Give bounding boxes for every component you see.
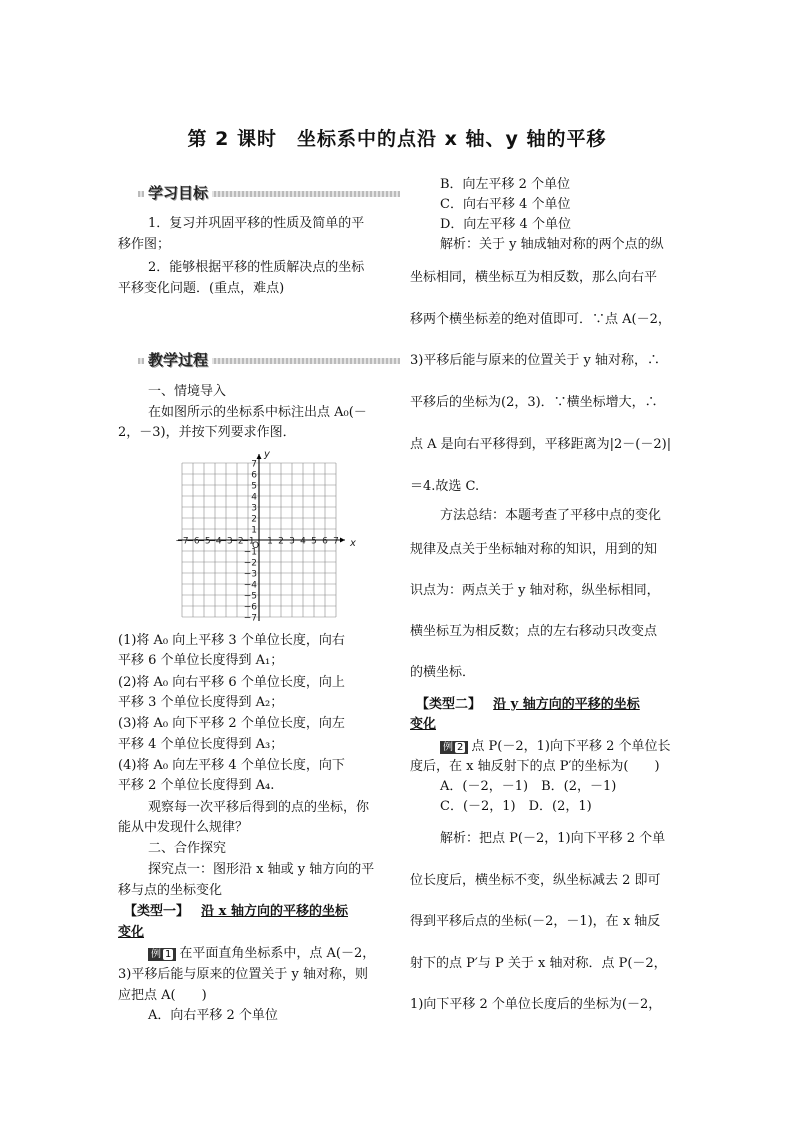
y-tick-label: −6 [243, 602, 257, 613]
page-title: 第 2 课时 坐标系中的点沿 x 轴、y 轴的平移 [187, 128, 607, 150]
solution-line: 坐标相同，横坐标互为相反数，那么向右平 [410, 270, 658, 285]
y-tick-label: −2 [243, 558, 257, 569]
type1-title: 沿 x 轴方向的平移的坐标 [201, 904, 348, 919]
option-d: D．向左平移 4 个单位 [440, 217, 571, 232]
text-line: 移与点的坐标变化 [118, 883, 223, 898]
example2-options: C．(－2，1) D．(2，1) [440, 799, 592, 814]
task-line: (1)将 A₀ 向上平移 3 个单位长度，向右 [118, 633, 345, 648]
x-tick-label: −2 [230, 536, 244, 547]
goal-line: 平移变化问题．(重点，难点) [118, 281, 285, 296]
example2-options: A．(－2，－1) B．(2，－1) [440, 779, 617, 794]
x-axis-label: x [350, 538, 356, 549]
type2-heading [416, 696, 640, 714]
y-axis-arrow [257, 454, 262, 459]
section-heading: 一、情境导入 [148, 384, 227, 399]
type2-title: 沿 y 轴方向的平移的坐标 [493, 697, 640, 712]
summary-line: 方法总结：本题考查了平移中点的变化 [440, 508, 662, 523]
teaching-process-heading [138, 349, 400, 371]
solution-line: 位长度后，横坐标不变，纵坐标减去 2 即可 [410, 873, 661, 888]
solution-line: 点 A 是向右平移得到，平移距离为|2－(－2)| [410, 437, 672, 452]
solution-line: 解析：把点 P(－2，1)向下平移 2 个单 [440, 831, 666, 846]
task-line: (2)将 A₀ 向右平移 6 个单位长度，向上 [118, 675, 345, 690]
option-c: C．向右平移 4 个单位 [440, 197, 571, 212]
x-tick-label: −1 [241, 536, 255, 547]
y-tick-label: 4 [251, 492, 257, 503]
option-b: B．向左平移 2 个单位 [440, 177, 571, 192]
solution-line: 3)平移后能与原来的位置关于 y 轴对称，∴ [410, 353, 660, 368]
coordinate-grid [175, 449, 360, 624]
task-line: (4)将 A₀ 向左平移 4 个单位长度，向下 [118, 758, 345, 773]
example1 [148, 945, 375, 963]
text-line: 观察每一次平移后得到的点的坐标，你 [148, 800, 370, 815]
text-line: 探究点一：图形沿 x 轴或 y 轴方向的平 [148, 862, 375, 877]
x-tick-label: −6 [186, 536, 200, 547]
solution-line: 解析：关于 y 轴成轴对称的两个点的纵 [440, 237, 664, 252]
x-tick-label: −5 [197, 536, 211, 547]
learning-goals-heading [138, 182, 400, 204]
x-tick-label: 1 [267, 536, 273, 547]
y-tick-label: 7 [251, 459, 257, 470]
y-tick-label: 3 [251, 503, 257, 514]
example2 [440, 738, 670, 756]
text-line: 2，－3)，并按下列要求作图． [118, 425, 296, 440]
summary-line: 的横坐标． [410, 665, 476, 680]
task-line: 平移 4 个单位长度得到 A₃； [118, 737, 284, 752]
example-badge: 例 1 [148, 948, 176, 961]
y-tick-label: 1 [251, 525, 257, 536]
solution-line: 平移后的坐标为(2，3)．∵横坐标增大，∴ [410, 395, 658, 410]
y-tick-label: −5 [243, 591, 257, 602]
solution-line: 得到平移后点的坐标(－2，－1)，在 x 轴反 [410, 914, 661, 929]
y-tick-label: 5 [251, 481, 257, 492]
solution-line: 移两个横坐标差的绝对值即可．∵点 A(－2， [410, 312, 671, 327]
text-line: 度后，在 x 轴反射下的点 P′的坐标为( ) [410, 759, 660, 774]
summary-line: 规律及点关于坐标轴对称的知识，用到的知 [410, 542, 658, 557]
task-line: 平移 2 个单位长度得到 A₄. [118, 778, 275, 793]
y-tick-label: −1 [243, 547, 257, 558]
y-tick-label: −7 [243, 613, 257, 624]
solution-line: ＝4.故选 C. [410, 479, 480, 494]
example-badge: 例 2 [440, 741, 468, 754]
x-tick-label: 7 [333, 536, 339, 547]
y-tick-label: 2 [251, 514, 257, 525]
type2-title-cont: 变化 [410, 717, 437, 732]
x-tick-label: −7 [175, 536, 189, 547]
goal-line: 移作图； [118, 237, 171, 252]
example1-text: 在平面直角坐标系中，点 A(－2， [179, 946, 376, 961]
right-column [410, 0, 680, 1123]
x-axis-arrow [340, 538, 345, 543]
x-tick-label: 4 [300, 536, 306, 547]
task-line: (3)将 A₀ 向下平移 2 个单位长度，向左 [118, 716, 345, 731]
learning-goals-label: 学习目标 [144, 182, 212, 203]
text-line: 应把点 A( ) [118, 988, 207, 1003]
solution-line: 1)向下平移 2 个单位长度后的坐标为(－2， [410, 997, 662, 1012]
type2-tag: 【类型二】 [416, 697, 482, 712]
y-tick-label: −4 [243, 580, 257, 591]
text-line: 能从中发现什么规律？ [118, 820, 249, 835]
type1-heading [124, 903, 348, 921]
x-tick-label: 2 [278, 536, 284, 547]
x-tick-label: 6 [322, 536, 328, 547]
task-line: 平移 3 个单位长度得到 A₂； [118, 695, 284, 710]
origin-label: O [252, 541, 260, 551]
x-tick-label: −3 [219, 536, 233, 547]
x-tick-label: −4 [208, 536, 222, 547]
x-tick-label: 5 [311, 536, 317, 547]
type1-tag: 【类型一】 [124, 904, 190, 919]
teaching-process-label: 教学过程 [144, 349, 212, 370]
example2-text: 点 P(－2，1)向下平移 2 个单位长 [471, 739, 671, 754]
text-line: 在如图所示的坐标系中标注出点 A₀(－ [148, 405, 367, 420]
summary-line: 横坐标互为相反数；点的左右移动只改变点 [410, 624, 658, 639]
y-tick-label: −3 [243, 569, 257, 580]
text-line: 3)平移后能与原来的位置关于 y 轴对称，则 [118, 967, 368, 982]
goal-line: 1．复习并巩固平移的性质及简单的平 [148, 216, 365, 231]
section-heading: 二、合作探究 [148, 841, 227, 856]
option-a: A．向右平移 2 个单位 [148, 1008, 278, 1023]
type1-title-cont: 变化 [118, 925, 145, 940]
left-column [118, 0, 388, 1123]
y-axis-label: y [264, 449, 270, 460]
solution-line: 射下的点 P′与 P 关于 x 轴对称．点 P(－2， [410, 956, 667, 971]
x-tick-label: 3 [289, 536, 295, 547]
summary-line: 识点为：两点关于 y 轴对称，纵坐标相同， [410, 583, 660, 598]
goal-line: 2．能够根据平移的性质解决点的坐标 [148, 260, 365, 275]
task-line: 平移 6 个单位长度得到 A₁； [118, 653, 284, 668]
y-tick-label: 6 [251, 470, 257, 481]
